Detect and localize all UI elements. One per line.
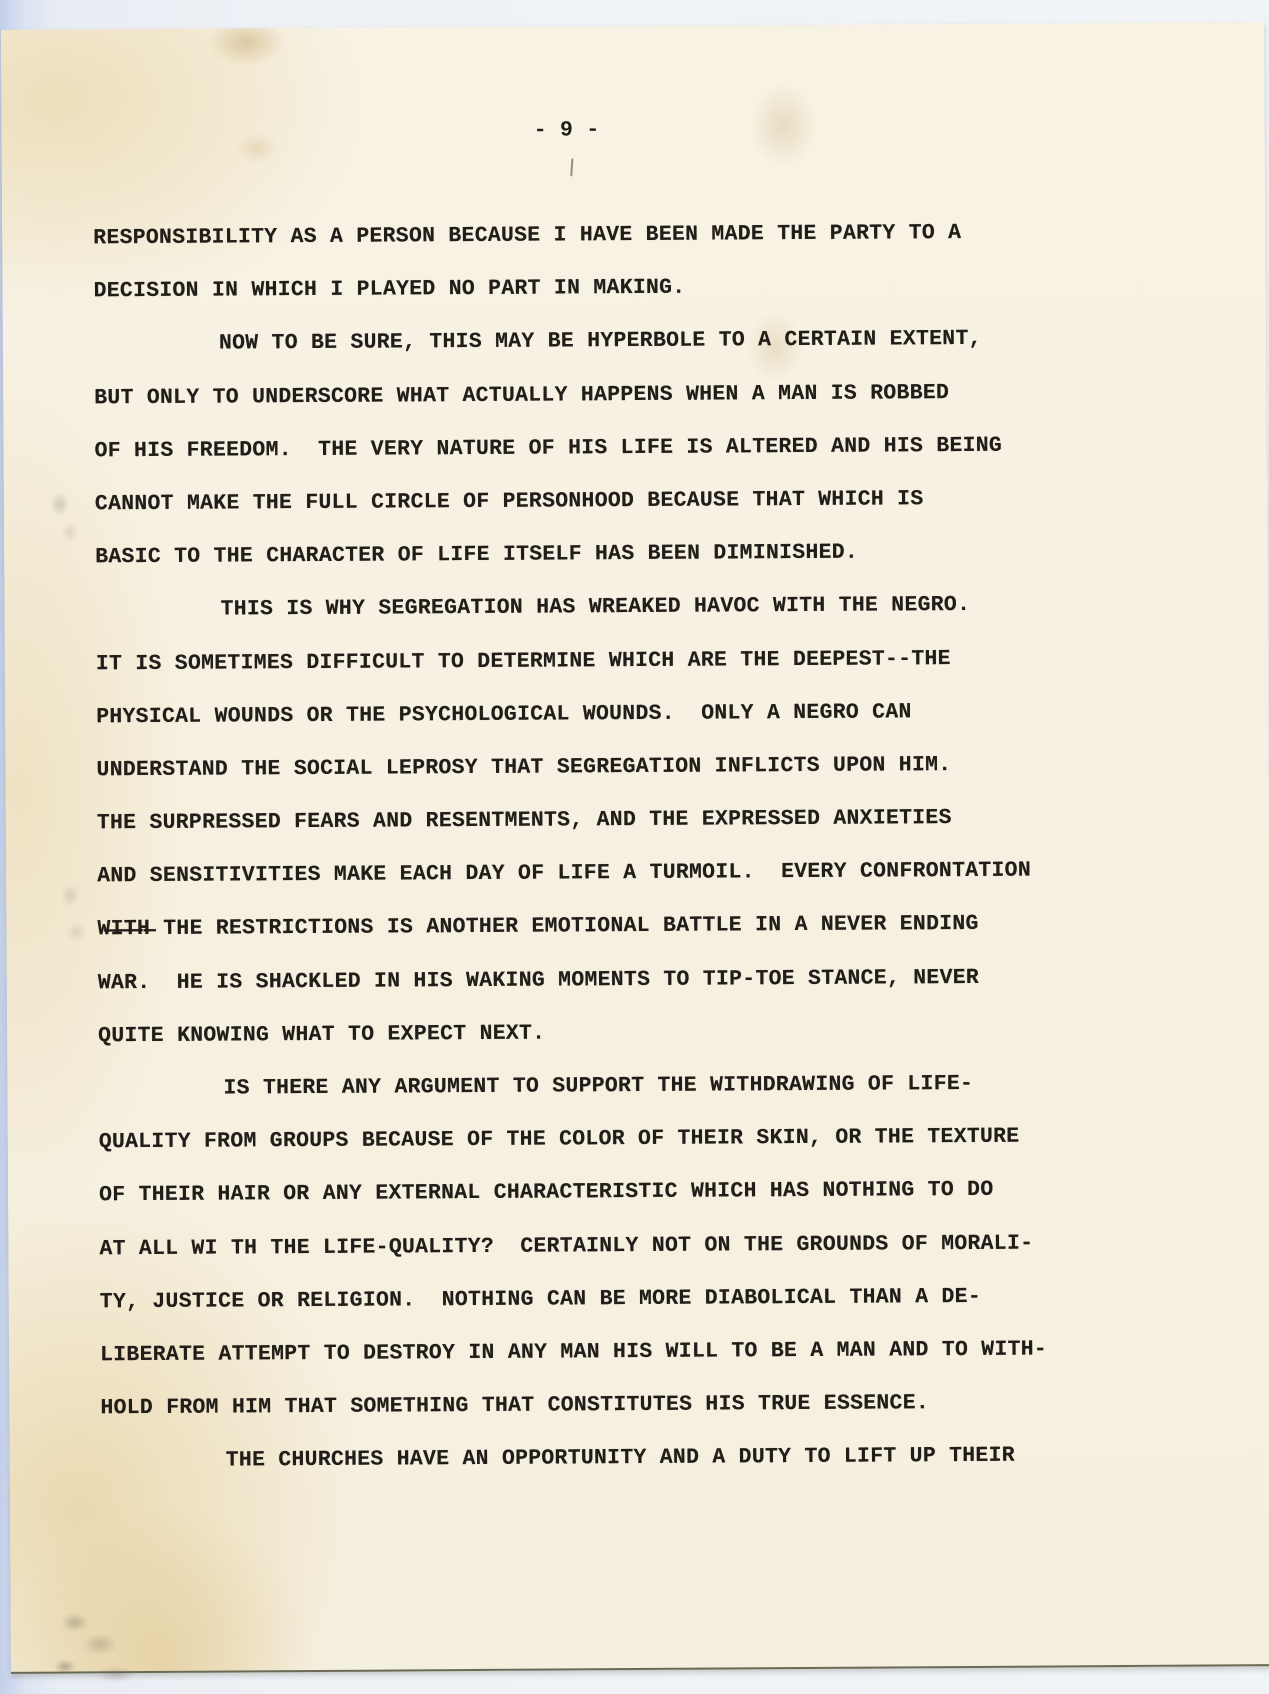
text-line: WAR. HE IS SHACKLED IN HIS WAKING MOMENTS TO TIP-TOE STANCE, NEVER (97, 965, 980, 995)
text-line: OF THEIR HAIR OR ANY EXTERNAL CHARACTERISTIC WHICH HAS NOTHING TO DO (99, 1178, 994, 1208)
text-line: LIBERATE ATTEMPT TO DESTROY IN ANY MAN HIS WILL TO BE A MAN AND TO WITH- (100, 1337, 1048, 1368)
text-line: OF HIS FREEDOM. THE VERY NATURE OF HIS LIFE IS ALTERED AND HIS BEING (94, 433, 1003, 464)
text-line: UNDERSTAND THE SOCIAL LEPROSY THAT SEGREGATION INFLICTS UPON HIM. (96, 752, 952, 783)
text-line: RESPONSIBILITY AS A PERSON BECAUSE I HAVE BEEN MADE THE PARTY TO A (93, 221, 962, 251)
text-line: QUALITY FROM GROUPS BECAUSE OF THE COLOR OF THEIR SKIN, OR THE TEXTURE (98, 1124, 1020, 1155)
text-line: QUITE KNOWING WHAT TO EXPECT NEXT. (98, 1021, 546, 1049)
text-line: AND SENSITIVITIES MAKE EACH DAY OF LIFE A TURMOIL. EVERY CONFRONTATION (97, 858, 1032, 889)
text-line: BUT ONLY TO UNDERSCORE WHAT ACTUALLY HAPPENS WHEN A MAN IS ROBBED (94, 380, 950, 410)
ink-smudge (570, 158, 573, 176)
text-line: TY, JUSTICE OR RELIGION. NOTHING CAN BE MORE DIABOLICAL THAN A DE- (99, 1284, 982, 1315)
text-line: THE CHURCHES HAVE AN OPPORTUNITY AND A DUTY TO LIFT UP THEIR (225, 1444, 1015, 1473)
pencil-smudge (46, 484, 86, 554)
text-line: THIS IS WHY SEGREGATION HAS WREAKED HAVOC WITH THE NEGRO. (220, 593, 971, 622)
text-line: CANNOT MAKE THE FULL CIRCLE OF PERSONHOOD BECAUSE THAT WHICH IS (94, 487, 924, 517)
text-line: AT ALL WI TH THE LIFE-QUALITY? CERTAINLY NOT ON THE GROUNDS OF MORALI- (99, 1231, 1034, 1261)
pencil-smudge (45, 1604, 156, 1690)
document-page (1, 22, 1269, 1674)
document-text (93, 219, 1161, 1502)
text-line: HOLD FROM HIM THAT SOMETHING THAT CONSTITUTES HIS TRUE ESSENCE. (100, 1391, 930, 1421)
text-line: BASIC TO THE CHARACTER OF LIFE ITSELF HAS BEEN DIMINISHED. (95, 540, 859, 570)
text-line: PHYSICAL WOUNDS OR THE PSYCHOLOGICAL WOUNDS. ONLY A NEGRO CAN (96, 700, 912, 729)
text-line: DECISION IN WHICH I PLAYED NO PART IN MAKING. (93, 275, 686, 304)
text-line: THE SURPRESSED FEARS AND RESENTMENTS, AND THE EXPRESSED ANXIETIES (96, 806, 952, 836)
text-line: IT IS SOMETIMES DIFFICULT TO DETERMINE WHICH ARE THE DEEPEST--THE (95, 646, 951, 676)
text-line: NOW TO BE SURE, THIS MAY BE HYPERBOLE TO A CERTAIN EXTENT, (218, 327, 982, 356)
text-line: W̶I̶T̶H̶ THE RESTRICTIONS IS ANOTHER EMOTIONAL BATTLE IN A NEVER ENDING (97, 912, 979, 942)
text-line: IS THERE ANY ARGUMENT TO SUPPORT THE WITHDRAWING OF LIFE- (223, 1071, 974, 1101)
pencil-smudge (54, 877, 96, 957)
page-number: - 9 - (533, 118, 600, 143)
